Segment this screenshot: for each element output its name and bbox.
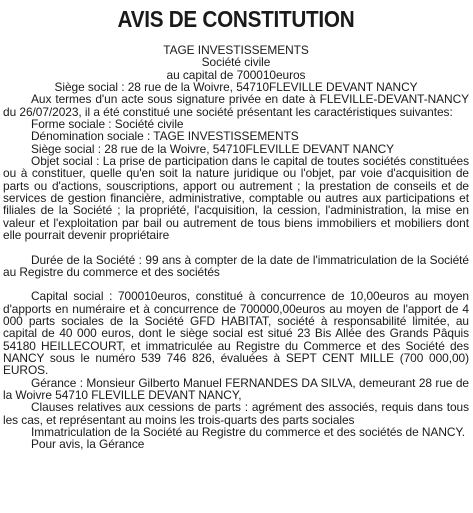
- capital-social: Capital social : 700010euros, constitué à concurrence de 10,00euros au moyen d'apports en numéraire et à concurrence de 700000,00euros au moyen de l'apport de 4 000 parts sociales de la Société GFD HABITAT, société à responsabilité limitée, au capital de 40 000 euros, dont le siège social est situé 23 Bis Allée des Grands Pâquis 54180 HEILLECOURT, et immatriculée au Registre du Commerce et des Société des NANCY sous le numéro 539 746 826, évaluées à SEPT CENT MILLE (700 000,00) EUROS.: [3, 289, 469, 378]
- duree-societe: Durée de la Société : 99 ans à compter de la date de l'immatriculation de la Société au Registre du commerce et des sociétés: [3, 252, 469, 279]
- paragraph-gap: [3, 242, 469, 254]
- company-name: TAGE INVESTISSEMENTS: [163, 43, 309, 57]
- company-seat: Siège social : 28 rue de la Woivre, 54710FLEVILLE DEVANT NANCY: [54, 80, 418, 95]
- siege-social: Siège social : 28 rue de la Woivre, 54710FLEVILLE DEVANT NANCY: [31, 141, 395, 156]
- notice-title: AVIS DE CONSTITUTION: [117, 6, 355, 32]
- company-form: Société civile: [201, 55, 271, 70]
- denomination-sociale: Dénomination sociale : TAGE INVESTISSEMENTS: [31, 129, 299, 144]
- intro-paragraph: Aux termes d'un acte sous signature privée en date à FLEVILLE-DEVANT-NANCY du 26/07/2023, il a été constitué une société présentant les caractéristiques suivantes:: [3, 92, 469, 119]
- clauses-cessions: Clauses relatives aux cessions de parts : agrément des associés, requis dans tous les cas, et représentant au moins les trois-quarts des parts sociales: [3, 400, 469, 427]
- forme-sociale: Forme sociale : Société civile: [31, 117, 184, 132]
- company-capital: au capital de 700010euros: [166, 67, 306, 82]
- closing-signature: Pour avis, la Gérance: [31, 437, 145, 452]
- immatriculation: Immatriculation de la Société au Registre du commerce et des sociétés de NANCY.: [31, 424, 466, 439]
- objet-social: Objet social : La prise de participation dans le capital de toutes sociétés constituées ou à constituer, quelle qu'en soit la nature juridique ou l'objet, par voie d'acquisition de parts ou d'actions, souscriptions, apport ou autrement ; la prestation de conseils et de services de gestion financière, administrative, comptable ou autres aux participations et filiales de la Société ; la propriété, l'acquisition, la cession, l'administration, la mise en valeur et l'exploitation par bail ou autrement de tous biens immobiliers et mobiliers dont elle pourrait devenir propriétaire: [3, 154, 469, 243]
- gerance: Gérance : Monsieur Gilberto Manuel FERNANDES DA SILVA, demeurant 28 rue de la Woivre 54710 FLEVILLE DEVANT NANCY,: [3, 375, 469, 402]
